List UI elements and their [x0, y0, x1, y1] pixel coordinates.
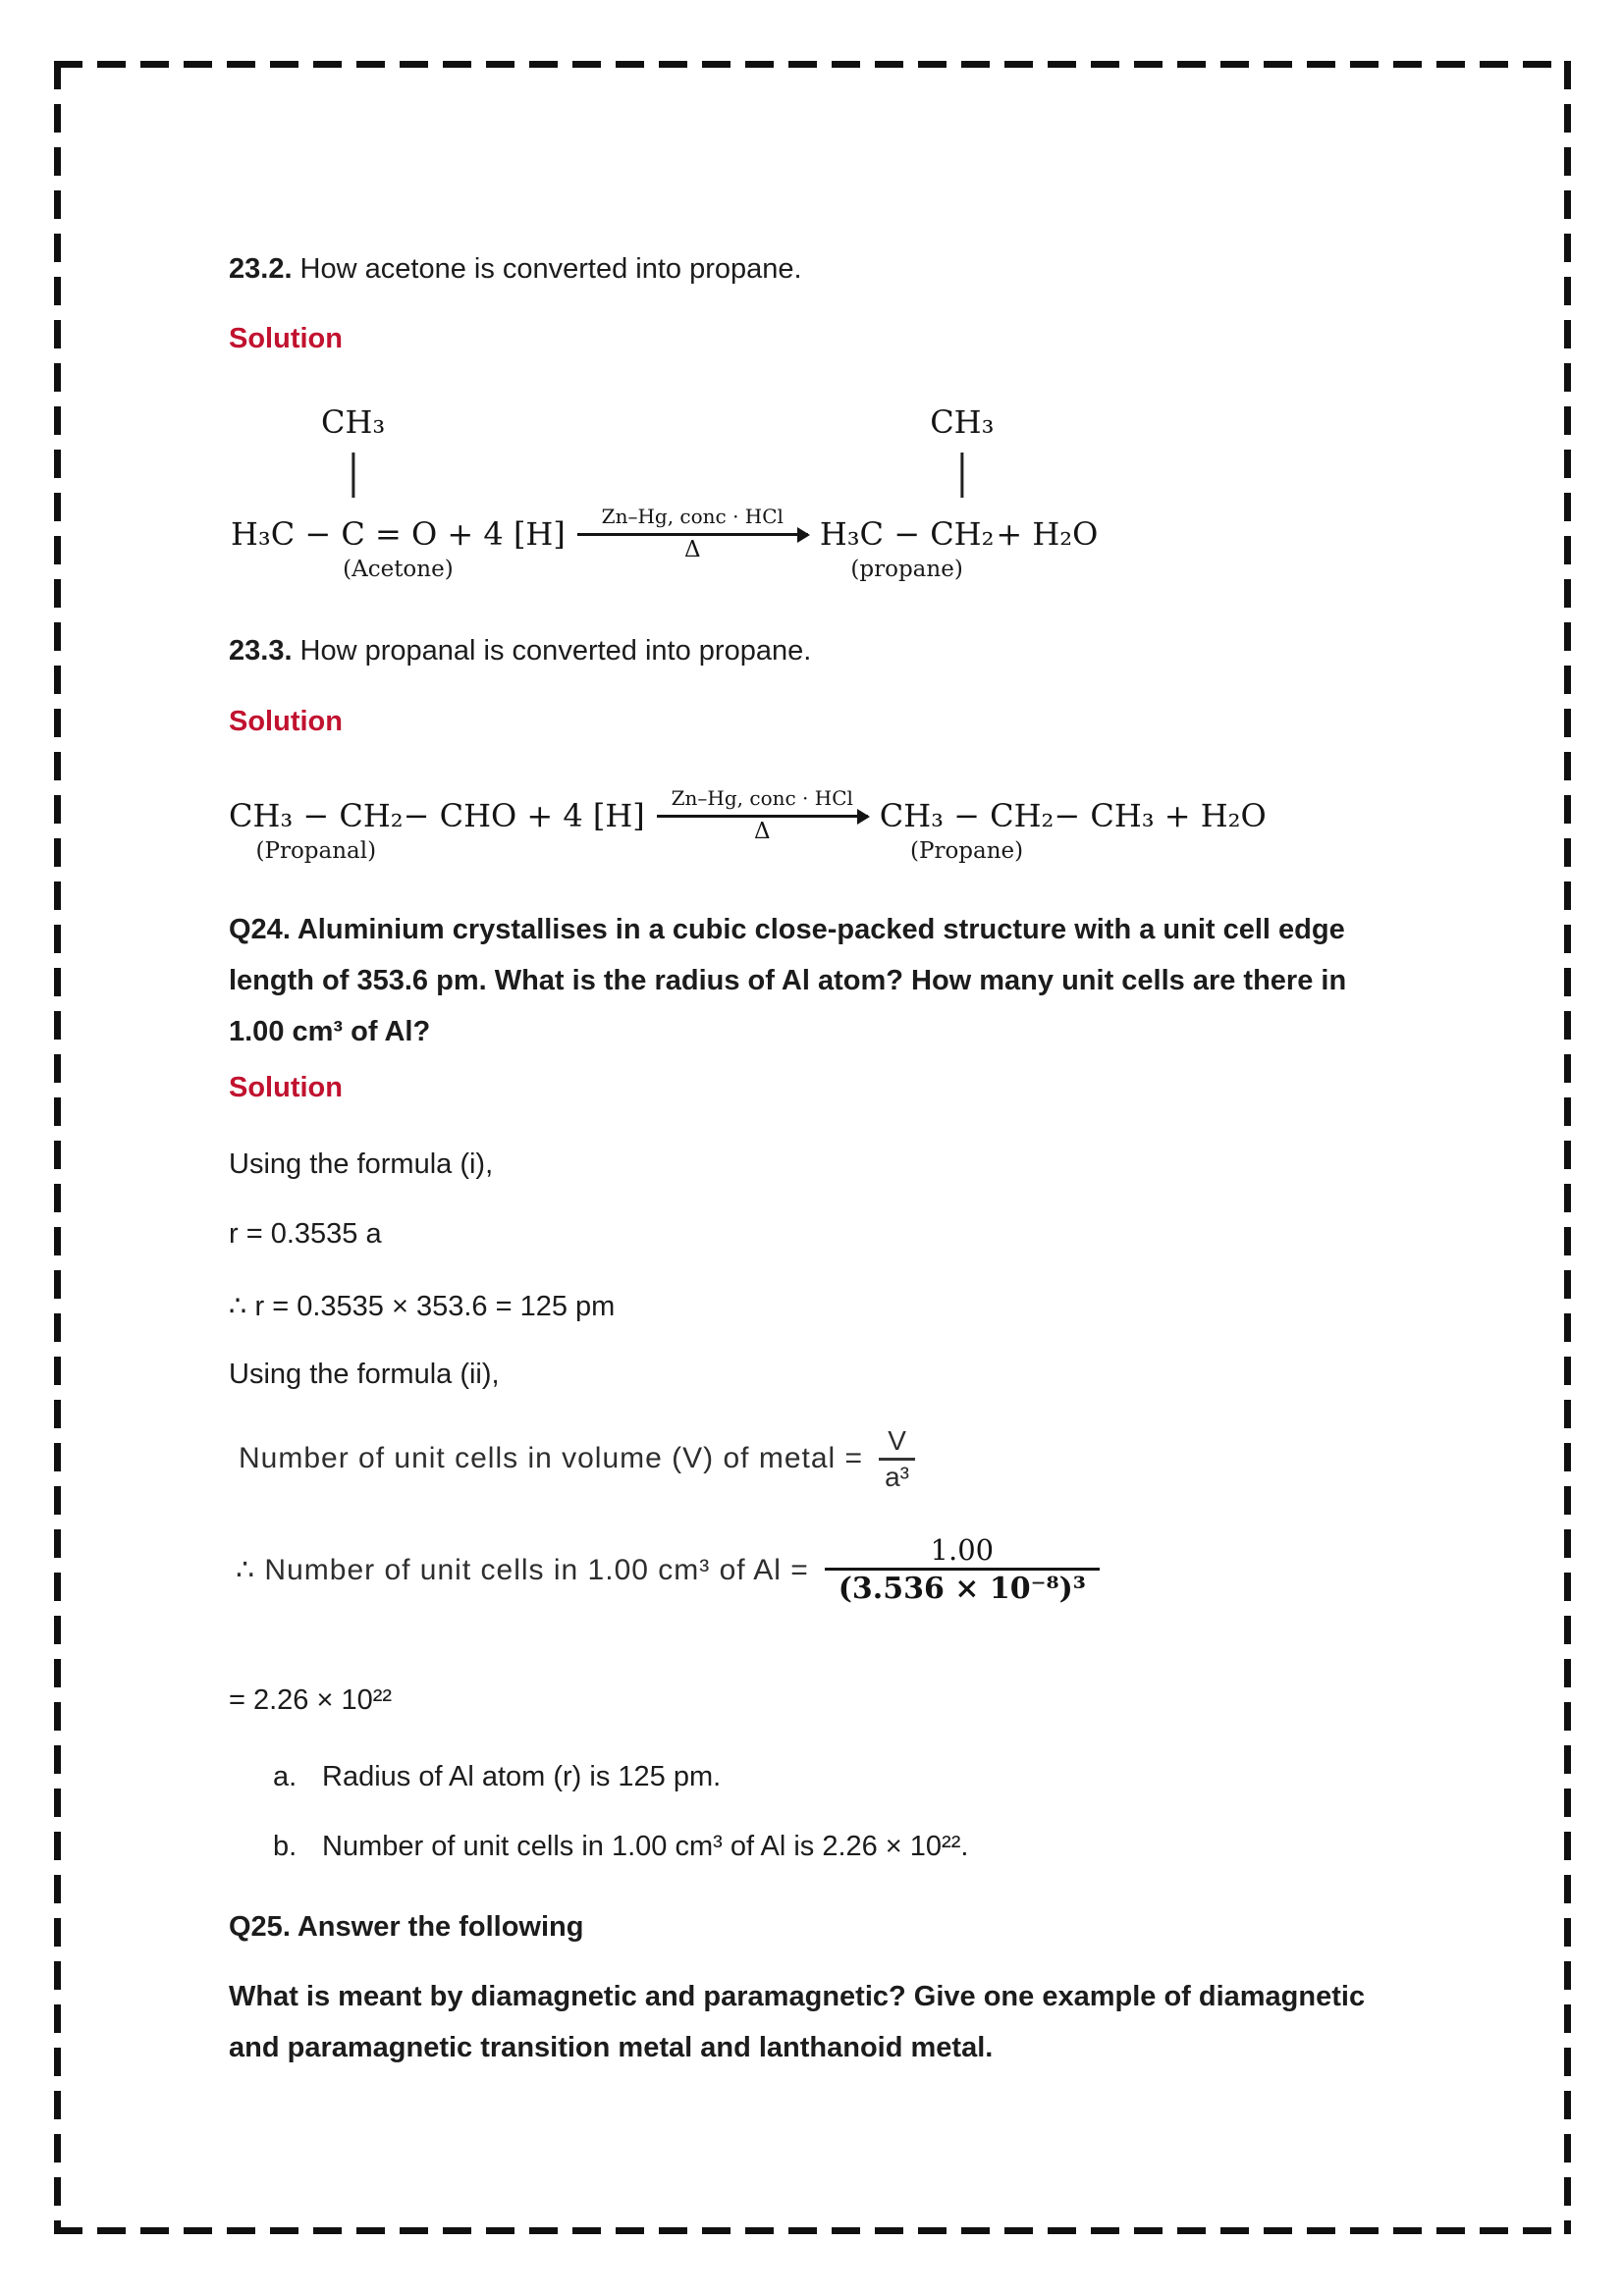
answer-item-b-text: Number of unit cells in 1.00 cm³ of Al is 2.26 × 10²².: [322, 1831, 969, 1862]
question-25-heading: Q25. Answer the following: [229, 1911, 584, 1943]
eq1-ch3-top-right: CH₃: [930, 403, 995, 442]
answer-item-a: [273, 1761, 721, 1793]
formula2-numerator: 1.00: [930, 1533, 995, 1567]
formula1-fraction: [879, 1424, 915, 1494]
formula1-text: Number of unit cells in volume (V) of metal =: [239, 1442, 864, 1474]
question-23-2-heading: [229, 253, 802, 286]
question-24-line-1: Q24. Aluminium crystallises in a cubic close-packed structure with a unit cell edge: [229, 914, 1345, 945]
eq1-reaction-arrow: [577, 505, 808, 562]
question-23-2-number: 23.2.: [229, 253, 293, 285]
page-border-top: [54, 61, 1571, 68]
eq1-right-b: CH₂: [930, 515, 995, 553]
eq1-right-group: [819, 403, 995, 582]
eq1-carbonyl-carbon: [321, 403, 386, 553]
question-24-text: [229, 904, 1346, 1057]
eq1-left-group: [231, 403, 566, 582]
formula1-denominator: a³: [885, 1461, 909, 1492]
eq1-label-propane: (propane): [850, 557, 963, 582]
eq2-label-propane: (Propane): [910, 838, 1024, 864]
eq1-label-acetone: (Acetone): [343, 557, 454, 582]
question-23-3-heading: [229, 635, 811, 667]
equation-propanal-to-propane: [229, 786, 1267, 864]
eq2-left-b: − CHO + 4 [H]: [403, 797, 645, 834]
question-25-line-2: and paramagnetic transition metal and lanthanoid metal.: [229, 2032, 994, 2063]
solution-label-3: Solution: [229, 1072, 343, 1103]
eq1-branch-right: [930, 404, 994, 498]
eq2-right-b: − CH₃ + H₂O: [1054, 797, 1267, 834]
formula2-fraction: [825, 1532, 1100, 1607]
answer-item-a-marker: a.: [273, 1761, 298, 1792]
eq1-bond-right: [960, 453, 963, 498]
result-value: = 2.26 × 10²²: [229, 1684, 393, 1716]
eq2-left-a: CH₃ − CH₂: [229, 797, 404, 834]
eq1-right-a: H₃C −: [819, 515, 931, 553]
page-border-right: [1564, 61, 1571, 2234]
answer-item-b-marker: b.: [273, 1831, 298, 1862]
eq2-arrow-line: [657, 815, 868, 818]
eq1-ch2-carbon: [930, 403, 995, 553]
equation-acetone-to-propane: [231, 403, 1099, 582]
answer-item-a-text: Radius of Al atom (r) is 125 pm.: [322, 1761, 722, 1792]
page-border-left: [54, 61, 61, 2234]
eq2-reaction-arrow: [657, 786, 868, 844]
step-r-result: ∴ r = 0.3535 × 353.6 = 125 pm: [229, 1291, 616, 1322]
eq2-right-a: CH₃ − CH₂: [879, 797, 1055, 834]
question-25-line-1: What is meant by diamagnetic and paramagnetic? Give one example of diamagnetic: [229, 1981, 1366, 2012]
formula-unit-cells-volume: [239, 1415, 915, 1502]
eq1-right-c: + H₂O: [996, 515, 1099, 553]
eq2-arrow-reagent: Zn–Hg, conc · HCl: [671, 786, 853, 811]
eq1-arrow-reagent: Zn–Hg, conc · HCl: [601, 505, 784, 529]
step-using-formula-i: Using the formula (i),: [229, 1148, 494, 1180]
eq2-label-propanal: (Propanal): [255, 838, 377, 864]
eq2-left-group: [229, 797, 404, 864]
question-25-text: [229, 1971, 1365, 2073]
formula2-text: ∴ Number of unit cells in 1.00 cm³ of Al =: [236, 1553, 809, 1586]
step-r-formula: r = 0.3535 a: [229, 1218, 382, 1250]
eq1-ch3-top-left: CH₃: [321, 403, 386, 442]
solution-label-2: Solution: [229, 706, 343, 737]
eq1-left-b: C: [341, 515, 365, 553]
eq1-left-c: = O + 4 [H]: [364, 515, 566, 553]
eq1-arrow-line: [577, 533, 808, 536]
question-23-3-number: 23.3.: [229, 635, 293, 667]
question-24-line-2: length of 353.6 pm. What is the radius of Al atom? How many unit cells are there in: [229, 965, 1347, 996]
solution-label-1: Solution: [229, 323, 343, 354]
question-23-2-title: How acetone is converted into propane.: [292, 253, 802, 285]
page-border-bottom: [54, 2227, 1571, 2234]
eq1-bond-left: [352, 453, 354, 498]
question-24-line-3: 1.00 cm³ of Al?: [229, 1016, 431, 1047]
eq2-arrow-delta: Δ: [753, 819, 771, 845]
question-23-3-title: How propanal is converted into propane.: [292, 635, 812, 667]
eq1-arrow-delta: Δ: [684, 537, 701, 563]
eq1-left-a: H₃C −: [231, 515, 342, 553]
eq2-right-group: [879, 797, 1055, 864]
formula1-numerator: V: [888, 1424, 906, 1456]
formula-unit-cells-al: [236, 1520, 1100, 1620]
eq1-branch-left: [321, 404, 385, 498]
step-using-formula-ii: Using the formula (ii),: [229, 1359, 500, 1390]
answer-item-b: [273, 1831, 968, 1863]
formula2-denominator: (3.536 × 10⁻⁸)³: [838, 1572, 1086, 1606]
